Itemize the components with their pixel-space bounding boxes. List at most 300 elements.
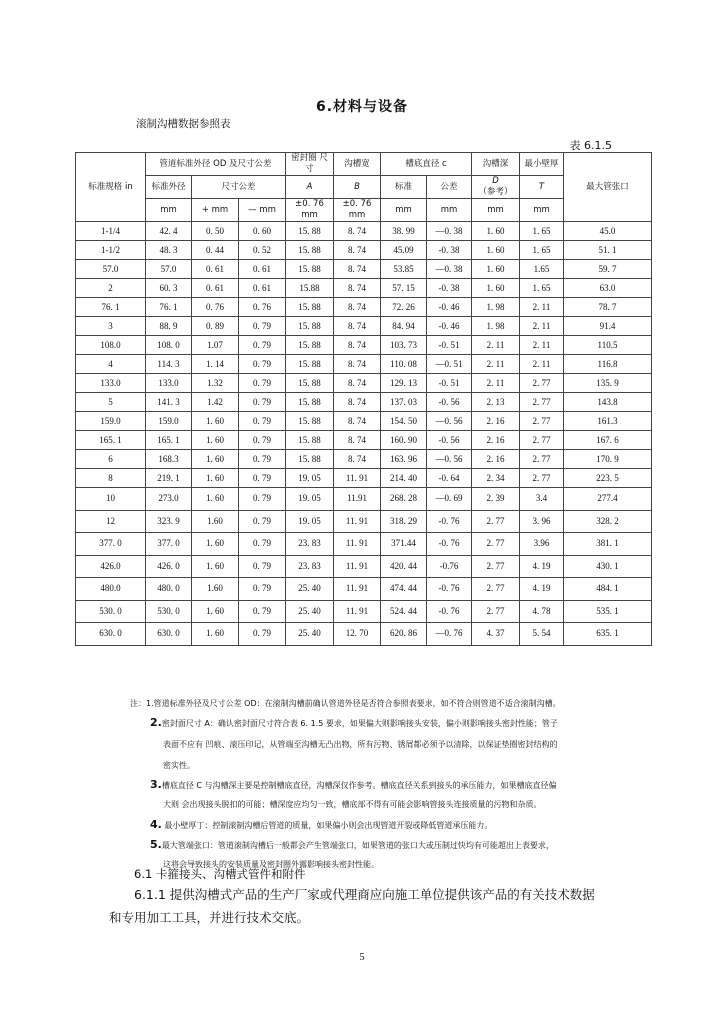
cell-spec: 1-1/2 — [76, 241, 146, 260]
cell-groove-width-b: 11. 91 — [334, 533, 381, 556]
cell-diameter-tol: -0. 76 — [427, 510, 472, 533]
cell-diameter-tol: -0. 51 — [427, 336, 472, 355]
cell-groove-width-b: 8. 74 — [334, 222, 381, 241]
cell-groove-depth: 2. 11 — [472, 374, 520, 393]
cell-groove-width-b: 8. 74 — [334, 317, 381, 336]
cell-min-wall: 2. 77 — [520, 412, 564, 431]
cell-groove-depth: 2. 77 — [472, 600, 520, 623]
cell-diameter-tol: —0. 51 — [427, 355, 472, 374]
cell-od: 133.0 — [146, 374, 192, 393]
cell-groove-width-b: 8. 74 — [334, 298, 381, 317]
cell-diameter-std: 57. 15 — [381, 279, 427, 298]
cell-diameter-std: 163. 96 — [381, 450, 427, 469]
cell-spec: 57.0 — [76, 260, 146, 279]
table-row — [76, 450, 652, 469]
cell-max-flare: 170. 9 — [564, 450, 652, 469]
header-min-wall: 最小壁厚 — [520, 153, 564, 176]
header-seal: 密封圈 尺寸 — [286, 153, 334, 176]
cell-min-wall: 2. 77 — [520, 469, 564, 488]
table-row — [76, 555, 652, 578]
cell-diameter-std: 268. 28 — [381, 488, 427, 511]
cell-seal-a: 19. 05 — [286, 510, 334, 533]
cell-diameter-tol: —0. 56 — [427, 450, 472, 469]
cell-spec: 2 — [76, 279, 146, 298]
header-groove-width-symbol: B — [334, 176, 381, 199]
cell-od: 273.0 — [146, 488, 192, 511]
cell-spec: 108.0 — [76, 336, 146, 355]
note-3-line-1 — [150, 775, 557, 795]
cell-groove-width-b: 11. 91 — [334, 600, 381, 623]
cell-min-wall: 4. 19 — [520, 555, 564, 578]
cell-max-flare: 51. 1 — [564, 241, 652, 260]
cell-groove-width-b: 8. 74 — [334, 279, 381, 298]
header-groove-depth: 沟槽深 — [472, 153, 520, 176]
cell-groove-depth: 2. 11 — [472, 336, 520, 355]
cell-tol-plus: 1. 60 — [192, 469, 239, 488]
cell-groove-depth: 2. 16 — [472, 450, 520, 469]
cell-diameter-std: 420. 44 — [381, 555, 427, 578]
cell-tol-plus: 1. 60 — [192, 533, 239, 556]
header-row-1 — [76, 153, 652, 176]
cell-max-flare: 223. 5 — [564, 469, 652, 488]
cell-tol-minus: 0. 60 — [239, 222, 286, 241]
cell-min-wall: 3. 96 — [520, 510, 564, 533]
table-row — [76, 469, 652, 488]
cell-od: 76. 1 — [146, 298, 192, 317]
cell-od: 426. 0 — [146, 555, 192, 578]
cell-diameter-tol: -0. 56 — [427, 431, 472, 450]
cell-tol-minus: 0. 79 — [239, 555, 286, 578]
cell-seal-a: 15.88 — [286, 279, 334, 298]
unit-seal-cell — [286, 199, 334, 222]
cell-diameter-std: 214. 40 — [381, 469, 427, 488]
cell-tol-minus: 0. 79 — [239, 623, 286, 646]
cell-spec: 377. 0 — [76, 533, 146, 556]
cell-tol-plus: 0. 44 — [192, 241, 239, 260]
cell-od: 88. 9 — [146, 317, 192, 336]
cell-spec: 165. 1 — [76, 431, 146, 450]
cell-groove-depth: 2. 77 — [472, 555, 520, 578]
header-od: 标准外径 — [146, 176, 192, 199]
cell-max-flare: 91.4 — [564, 317, 652, 336]
cell-max-flare: 535. 1 — [564, 600, 652, 623]
cell-max-flare: 635. 1 — [564, 623, 652, 646]
cell-groove-depth: 2. 39 — [472, 488, 520, 511]
cell-max-flare: 59. 7 — [564, 260, 652, 279]
cell-groove-width-b: 8. 74 — [334, 260, 381, 279]
cell-spec: 630. 0 — [76, 623, 146, 646]
cell-diameter-tol: -0. 56 — [427, 393, 472, 412]
cell-diameter-std: 474. 44 — [381, 578, 427, 601]
header-spec: 标准规格 in — [76, 153, 146, 222]
cell-od: 219. 1 — [146, 469, 192, 488]
cell-groove-width-b: 8. 74 — [334, 241, 381, 260]
cell-diameter-std: 160. 90 — [381, 431, 427, 450]
cell-min-wall: 1. 65 — [520, 241, 564, 260]
cell-tol-plus: 1.60 — [192, 510, 239, 533]
cell-diameter-std: 38. 99 — [381, 222, 427, 241]
cell-diameter-std: 154. 50 — [381, 412, 427, 431]
note-2-line-3: 密实性。 — [163, 761, 195, 770]
cell-min-wall: 2. 11 — [520, 336, 564, 355]
table-row — [76, 578, 652, 601]
note-4-number: 4. — [150, 818, 162, 831]
cell-diameter-tol: -0.76 — [427, 555, 472, 578]
cell-groove-depth: 1. 60 — [472, 241, 520, 260]
cell-tol-plus: 0. 61 — [192, 279, 239, 298]
unit-minus: — mm — [239, 199, 286, 222]
note-3-line-2: 大则 会出现接头脱扣的可能；槽深度应均匀一致，槽底部不得有可能会影响管接头连接质量的污物和杂质。 — [163, 800, 542, 809]
cell-od: 159.0 — [146, 412, 192, 431]
cell-seal-a: 15. 88 — [286, 450, 334, 469]
section-title: 6.材料与设备 — [315, 99, 409, 115]
cell-seal-a: 25. 40 — [286, 578, 334, 601]
header-depth-symbol: D — [492, 176, 499, 186]
cell-min-wall: 1.65 — [520, 260, 564, 279]
cell-od: 114. 3 — [146, 355, 192, 374]
note-4-text: 最小壁厚丁：控制滚制沟槽后管道的质量，如果偏小则会出现管道开裂或降低管道承压能力。 — [164, 821, 493, 830]
cell-tol-minus: 0. 61 — [239, 279, 286, 298]
cell-diameter-std: 137. 03 — [381, 393, 427, 412]
cell-min-wall: 3.4 — [520, 488, 564, 511]
cell-tol-plus: 1. 60 — [192, 600, 239, 623]
cell-seal-a: 19. 05 — [286, 469, 334, 488]
cell-diameter-std: 129. 13 — [381, 374, 427, 393]
cell-diameter-std: 371.44 — [381, 533, 427, 556]
note-4-line-1 — [150, 815, 492, 835]
cell-diameter-std: 103. 73 — [381, 336, 427, 355]
cell-spec: 5 — [76, 393, 146, 412]
paragraph-line-1: 6.1.1 提供沟槽式产品的生产厂家或代理商应向施工单位提供该产品的有关技术数据 — [134, 887, 595, 902]
cell-groove-depth: 2. 11 — [472, 355, 520, 374]
unit-diameter-std: mm — [381, 199, 427, 222]
cell-groove-width-b: 8. 74 — [334, 355, 381, 374]
note-5-number: 5. — [150, 838, 162, 851]
cell-od: 323. 9 — [146, 510, 192, 533]
cell-spec: 76. 1 — [76, 298, 146, 317]
cell-max-flare: 78. 7 — [564, 298, 652, 317]
cell-diameter-tol: -0. 76 — [427, 600, 472, 623]
cell-tol-minus: 0. 79 — [239, 533, 286, 556]
cell-min-wall: 1. 65 — [520, 279, 564, 298]
cell-min-wall: 2. 11 — [520, 355, 564, 374]
cell-max-flare: 116.8 — [564, 355, 652, 374]
cell-groove-depth: 4. 37 — [472, 623, 520, 646]
cell-od: 42. 4 — [146, 222, 192, 241]
cell-min-wall: 5. 54 — [520, 623, 564, 646]
cell-min-wall: 4. 19 — [520, 578, 564, 601]
cell-max-flare: 143.8 — [564, 393, 652, 412]
cell-seal-a: 15. 88 — [286, 393, 334, 412]
cell-spec: 8 — [76, 469, 146, 488]
cell-tol-plus: 0. 61 — [192, 260, 239, 279]
cell-diameter-tol: —0. 38 — [427, 222, 472, 241]
cell-diameter-std: 110. 08 — [381, 355, 427, 374]
note-3-text: 槽底直径 C 与沟槽深主要是控制槽底直径，沟槽深仅作参考。槽底直径关系到接头的承压能力，如果槽底直径偏 — [161, 781, 557, 790]
cell-max-flare: 63.0 — [564, 279, 652, 298]
cell-tol-plus: 1.32 — [192, 374, 239, 393]
unit-seal: mm — [301, 210, 318, 220]
cell-diameter-tol: —0. 56 — [427, 412, 472, 431]
cell-diameter-std: 620. 86 — [381, 623, 427, 646]
cell-seal-a: 15. 88 — [286, 336, 334, 355]
cell-spec: 6 — [76, 450, 146, 469]
cell-tol-minus: 0. 79 — [239, 393, 286, 412]
note-2-line-2: 表面不应有 凹痕、滚压印记，从管端至沟槽无凸出物，所有污物、锈屑都必须予以清除，以保证垫圈密封结构的 — [163, 740, 558, 749]
cell-min-wall: 2. 77 — [520, 450, 564, 469]
width-tolerance: ±0. 76 — [342, 199, 372, 209]
cell-max-flare: 161.3 — [564, 412, 652, 431]
cell-tol-minus: 0. 79 — [239, 412, 286, 431]
cell-groove-width-b: 11. 91 — [334, 555, 381, 578]
table-row — [76, 336, 652, 355]
cell-od: 480. 0 — [146, 578, 192, 601]
cell-tol-plus: 0. 50 — [192, 222, 239, 241]
cell-tol-minus: 0. 79 — [239, 469, 286, 488]
cell-seal-a: 23. 83 — [286, 533, 334, 556]
cell-min-wall: 4. 78 — [520, 600, 564, 623]
table-row — [76, 623, 652, 646]
cell-od: 377. 0 — [146, 533, 192, 556]
cell-diameter-std: 45.09 — [381, 241, 427, 260]
subheading: 6.1 卡箍接头、沟槽式管件和附件 — [134, 867, 306, 881]
cell-seal-a: 15. 88 — [286, 222, 334, 241]
cell-tol-plus: 1. 60 — [192, 412, 239, 431]
cell-seal-a: 23. 83 — [286, 555, 334, 578]
note-5-line-2: 这将会导致接头的安装质量及密封圈外露影响接头密封性能。 — [163, 860, 379, 869]
header-diameter-std: 标准 — [381, 176, 427, 199]
table-row — [76, 393, 652, 412]
cell-spec: 3 — [76, 317, 146, 336]
table-row — [76, 600, 652, 623]
cell-od: 108. 0 — [146, 336, 192, 355]
note-5-text: 最大管端张口：管道滚制沟槽后一般都会产生管端张口，如果管道的张口大或压制过快均有可能超出上表要求， — [161, 841, 554, 850]
cell-groove-depth: 2. 34 — [472, 469, 520, 488]
cell-seal-a: 15. 88 — [286, 431, 334, 450]
note-2-number: 2. — [150, 716, 162, 729]
cell-tol-plus: 1. 60 — [192, 555, 239, 578]
cell-min-wall: 1. 65 — [520, 222, 564, 241]
cell-tol-minus: 0. 79 — [239, 600, 286, 623]
cell-groove-width-b: 11. 91 — [334, 469, 381, 488]
table-row — [76, 260, 652, 279]
cell-max-flare: 135. 9 — [564, 374, 652, 393]
cell-od: 57.0 — [146, 260, 192, 279]
cell-diameter-tol: -0. 64 — [427, 469, 472, 488]
table-number: 表 6.1.5 — [569, 139, 612, 152]
cell-min-wall: 2. 77 — [520, 431, 564, 450]
cell-tol-minus: 0. 79 — [239, 374, 286, 393]
cell-max-flare: 110.5 — [564, 336, 652, 355]
table-row — [76, 241, 652, 260]
cell-seal-a: 19. 05 — [286, 488, 334, 511]
cell-diameter-std: 72. 26 — [381, 298, 427, 317]
cell-tol-minus: 0. 52 — [239, 241, 286, 260]
groove-data-table — [75, 152, 652, 646]
table-row — [76, 355, 652, 374]
cell-tol-plus: 0. 89 — [192, 317, 239, 336]
page-number: 5 — [359, 952, 365, 963]
table-row — [76, 374, 652, 393]
cell-groove-width-b: 11.91 — [334, 488, 381, 511]
header-depth-symbol-cell — [472, 176, 520, 199]
cell-groove-width-b: 8. 74 — [334, 412, 381, 431]
cell-seal-a: 15. 88 — [286, 374, 334, 393]
cell-tol-minus: 0. 79 — [239, 450, 286, 469]
cell-groove-width-b: 11. 91 — [334, 578, 381, 601]
table-row — [76, 488, 652, 511]
cell-groove-width-b: 8. 74 — [334, 431, 381, 450]
cell-spec: 480.0 — [76, 578, 146, 601]
note-2-line-1 — [150, 713, 558, 733]
cell-spec: 159.0 — [76, 412, 146, 431]
cell-tol-minus: 0. 61 — [239, 260, 286, 279]
cell-diameter-tol: -0. 76 — [427, 578, 472, 601]
cell-max-flare: 45.0 — [564, 222, 652, 241]
cell-groove-width-b: 12. 70 — [334, 623, 381, 646]
cell-diameter-std: 524. 44 — [381, 600, 427, 623]
header-seal-symbol: A — [286, 176, 334, 199]
header-groove-width: 沟槽宽 — [334, 153, 381, 176]
note-2-text: 密封面尺寸 A：确认密封面尺寸符合表 6. 1.5 要求，如果偏大则影响接头安装，偏小则影响接头密封性能；管子 — [161, 719, 558, 728]
table-body — [76, 222, 652, 646]
cell-groove-depth: 2. 77 — [472, 510, 520, 533]
cell-diameter-std: 84. 94 — [381, 317, 427, 336]
cell-max-flare: 328. 2 — [564, 510, 652, 533]
table-row — [76, 510, 652, 533]
cell-tol-minus: 0. 79 — [239, 488, 286, 511]
header-od-group: 管道标准外径 OD 及尺寸公差 — [146, 153, 286, 176]
header-tol: 尺寸公差 — [192, 176, 286, 199]
cell-groove-depth: 1. 98 — [472, 298, 520, 317]
cell-spec: 4 — [76, 355, 146, 374]
cell-groove-depth: 1. 98 — [472, 317, 520, 336]
cell-max-flare: 167. 6 — [564, 431, 652, 450]
cell-tol-minus: 0. 79 — [239, 317, 286, 336]
cell-groove-depth: 2. 77 — [472, 533, 520, 556]
cell-od: 168.3 — [146, 450, 192, 469]
header-groove-diameter: 槽底直径 c — [381, 153, 472, 176]
cell-tol-plus: 1.60 — [192, 578, 239, 601]
cell-tol-plus: 1. 60 — [192, 488, 239, 511]
table-row — [76, 298, 652, 317]
cell-groove-width-b: 8. 74 — [334, 393, 381, 412]
unit-plus: + mm — [192, 199, 239, 222]
unit-width: mm — [348, 210, 366, 220]
cell-groove-depth: 2. 16 — [472, 412, 520, 431]
cell-seal-a: 15. 88 — [286, 412, 334, 431]
cell-tol-plus: 1. 60 — [192, 623, 239, 646]
cell-od: 165. 1 — [146, 431, 192, 450]
cell-spec: 10 — [76, 488, 146, 511]
note-1: 注：1.管道标准外径及尺寸公差 OD：在滚制沟槽前确认管道外径是否符合参照表要求，如不符合则管道不适合滚制沟槽。 — [130, 699, 561, 708]
cell-groove-depth: 2. 13 — [472, 393, 520, 412]
note-5-line-1 — [150, 835, 554, 855]
cell-tol-minus: 0. 79 — [239, 336, 286, 355]
cell-diameter-tol: —0. 76 — [427, 623, 472, 646]
cell-min-wall: 2. 11 — [520, 298, 564, 317]
cell-diameter-tol: -0. 46 — [427, 298, 472, 317]
cell-tol-plus: 0. 76 — [192, 298, 239, 317]
cell-groove-width-b: 8. 74 — [334, 450, 381, 469]
table-row — [76, 533, 652, 556]
cell-spec: 426.0 — [76, 555, 146, 578]
cell-seal-a: 15. 88 — [286, 260, 334, 279]
unit-depth: mm — [472, 199, 520, 222]
unit-diameter-tol: mm — [427, 199, 472, 222]
cell-diameter-std: 53.85 — [381, 260, 427, 279]
cell-tol-minus: 0. 79 — [239, 578, 286, 601]
cell-diameter-tol: -0. 38 — [427, 279, 472, 298]
cell-groove-depth: 2. 77 — [472, 578, 520, 601]
cell-spec: 530. 0 — [76, 600, 146, 623]
note-3-number: 3. — [150, 778, 162, 791]
table-row — [76, 222, 652, 241]
cell-tol-minus: 0. 79 — [239, 431, 286, 450]
cell-groove-depth: 2. 16 — [472, 431, 520, 450]
cell-tol-plus: 1.07 — [192, 336, 239, 355]
cell-spec: 133.0 — [76, 374, 146, 393]
paragraph-line-2: 和专用加工工具，并进行技术交底。 — [109, 910, 310, 925]
cell-od: 530. 0 — [146, 600, 192, 623]
cell-groove-width-b: 8. 74 — [334, 336, 381, 355]
cell-groove-width-b: 8. 74 — [334, 374, 381, 393]
cell-seal-a: 15. 88 — [286, 241, 334, 260]
cell-od: 48. 3 — [146, 241, 192, 260]
cell-tol-plus: 1. 60 — [192, 431, 239, 450]
cell-max-flare: 484. 1 — [564, 578, 652, 601]
cell-seal-a: 15. 88 — [286, 298, 334, 317]
unit-od: mm — [146, 199, 192, 222]
cell-tol-minus: 0. 79 — [239, 355, 286, 374]
header-max-flare: 最大管张口 — [564, 153, 652, 222]
cell-tol-plus: 1. 14 — [192, 355, 239, 374]
table-row — [76, 412, 652, 431]
cell-min-wall: 2. 11 — [520, 317, 564, 336]
cell-groove-width-b: 11. 91 — [334, 510, 381, 533]
seal-tolerance: ±0. 76 — [295, 199, 324, 209]
header-min-wall-symbol: T — [520, 176, 564, 199]
cell-diameter-tol: -0. 46 — [427, 317, 472, 336]
cell-seal-a: 15. 88 — [286, 317, 334, 336]
cell-min-wall: 2. 77 — [520, 393, 564, 412]
cell-diameter-tol: —0. 38 — [427, 260, 472, 279]
cell-max-flare: 277.4 — [564, 488, 652, 511]
cell-diameter-tol: -0. 51 — [427, 374, 472, 393]
table-row — [76, 279, 652, 298]
header-diameter-tol: 公差 — [427, 176, 472, 199]
cell-diameter-tol: -0. 76 — [427, 533, 472, 556]
cell-od: 60. 3 — [146, 279, 192, 298]
cell-min-wall: 3.96 — [520, 533, 564, 556]
cell-seal-a: 25. 40 — [286, 623, 334, 646]
unit-width-cell — [334, 199, 381, 222]
cell-od: 141. 3 — [146, 393, 192, 412]
table-caption: 滚制沟槽数据参照表 — [136, 118, 231, 130]
unit-min-wall: mm — [520, 199, 564, 222]
cell-diameter-tol: -0. 38 — [427, 241, 472, 260]
cell-spec: 1-1/4 — [76, 222, 146, 241]
cell-groove-depth: 1. 60 — [472, 260, 520, 279]
cell-seal-a: 25. 40 — [286, 600, 334, 623]
cell-max-flare: 430. 1 — [564, 555, 652, 578]
table-row — [76, 317, 652, 336]
table-row — [76, 431, 652, 450]
cell-tol-minus: 0. 76 — [239, 298, 286, 317]
cell-tol-plus: 1.42 — [192, 393, 239, 412]
cell-od: 630. 0 — [146, 623, 192, 646]
cell-spec: 12 — [76, 510, 146, 533]
